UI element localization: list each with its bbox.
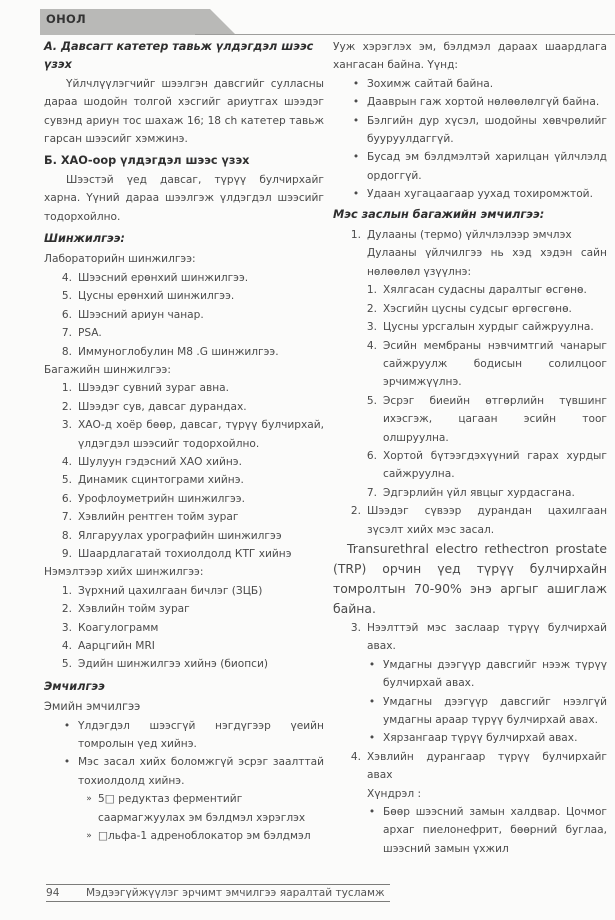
list-item: 4. Эсийн мембраны нэвчимтгий чанарыг сайжруулж бодисын солилцоог эрчимжүүлнэ. [366,339,607,389]
list-item: 2. Хэсгийн цусны судсыг өргөсгөнө. [366,302,572,315]
list-item: 8. Ялгаруулах урографийн шинжилгээ [61,529,282,542]
list-item: 7. Хэвлийн рентген тойм зураг [61,511,239,524]
list-item: 5. Эсрэг биеийн өтгөрлийн түвшинг ихэсгэж, цагаан эсийн тоог олшруулна. [366,394,607,444]
list-item: • Үлдэгдэл шээсгүй нэгдүгээр үеийн томролын үед хийнэ. [56,717,324,754]
list-item: 4. Шулуун гэдэсний ХАО хийнэ. [61,455,242,468]
list-item: 3. ХАО-д хоёр бөөр, давсаг, түрүү булчирхай, үлдэгдэл шээсийг тодорхойлно. [61,419,324,450]
bullet-icon: • [352,188,360,201]
list-item: • Даавры​н гаж хортой нөлөөлөлгүй байна. [345,93,607,111]
heading-surgical-treatment: Мэс заслын багажийн эмчилгээ: [333,207,545,221]
list-item: • Хярзангаар түрүү булчирхай авах. [361,729,607,747]
lab-list [44,269,324,361]
drug-therapy-label: Эмийн эмчилгээ [44,700,141,714]
list-item: • Умдагны дээгүүр давсгийг нээлгүй умдагны араар түрүү булчирхай авах. [361,693,607,730]
complication-list [333,803,607,858]
bullet-icon: • [63,719,71,732]
list-item: • Умдагны дээгүүр давсгийг нээж түрүү булчирхай авах. [361,656,607,693]
surgery-item-4-title: Хэвлийн дурангаар түрүү булчирхайг авах [367,750,607,782]
list-item: 7. Эдгэрлийн үйл явцыг хурдасгана. [366,486,575,499]
list-item: • Зохимж сайтай байна. [345,75,607,93]
double-chevron-icon: » [86,831,92,842]
header-rule [195,34,615,35]
bullet-icon: • [352,96,360,109]
list-item: 3. Коагулограмм [61,621,159,634]
list-item: 1. Зүрхний цахилгаан бичлэг (ЗЦБ) [61,584,263,597]
list-item: 7. PSA. [61,327,102,340]
list-item: • Удаан хугацаагаар уухад тохиромжтой. [345,185,607,203]
section-b-body: Шээстэй үед давсаг, түрүү булчирхайг харна. Үүний дараа шээлгэж үлдэгдэл шээсийг тодорхойлно. [44,173,324,223]
section-title: ОНОЛ [46,12,86,26]
bullet-icon: • [368,806,376,819]
instrumental-label: Багажийн шинжилгээ: [44,363,171,376]
complication-label: Хүндрэл : [367,787,422,800]
additional-label: Нэмэлтээр хийх шинжилгээ: [44,566,204,579]
bullet-icon: • [368,658,376,671]
list-item: 6. Урофлоуметрийн шинжилгээ. [61,492,245,505]
lab-label: Лабораторийн шинжилгээ: [44,253,196,266]
heading-section-b: Б. ХАО-оор үлдэгдэл шээс үзэх [44,154,250,168]
list-item: 9. Шаардлагатай тохиолдолд КТГ хийнэ [61,547,292,560]
surgery-item-1-desc: Дулааны үйлчилгээ нь хэд хэдэн сайн нөлөөлөл үзүүлнэ: [367,247,607,278]
surgery-item-3: 3. Нээлттэй мэс заслаар түрүү булчирхай авах. [350,621,607,653]
treatment-sub-bullets [44,790,324,845]
list-item: 1. Шээдэг сувний зураг авна. [61,382,230,395]
surgery-item-4: 4. Хэвлийн дурангаар түрүү булчирхайг авах Хүндрэл : [333,748,607,803]
section-a-body: Үйлчлүүлэгчийг шээлгэн давсгийг сулласны дараа шодойн толгой хэсгийг ариутгах шээдэг сувэнд ариун тос шахаж 16; 18 ch катетер тавьж гарсан шээсийг хэмжинэ. [44,77,324,146]
trp-paragraph: Transurethral electro rethectron prostate (TRP) орчин үед түрүү булчирхайн томролтын 70-90% энэ аргыг ашиглаж байна. [333,540,607,616]
list-item: 2. Хэвлийн тойм зураг [61,603,190,616]
heading-treatment: Эмчилгээ [44,679,105,693]
right-column [333,38,607,858]
bullet-icon: • [368,732,376,745]
list-item: 4. Аарцгийн MRI [61,640,155,652]
book-title: Мэдээгүйжүүлэг эрчимт эмчилгээ яаралтай тусламж [86,887,385,899]
list-item: 5. Цусны ерөнхий шинжилгээ. [61,290,235,303]
list-item: 3. Цусны урсгалын хурдыг сайжруулна. [366,321,594,334]
list-item: • Бусад эм бэлдмэлтэй харилцан үйлчлэлд ордоггүй. [345,148,607,185]
surgery-item-1: 1. Дулааны (термо) үйлчлэлээр эмчлэх Дулааны үйлчилгээ нь хэд хэдэн сайн нөлөөлөл үзүүлнэ: [333,226,607,281]
thermal-effects-list [333,281,607,502]
list-item: • Мэс засал хийх боломжгүй эсрэг заалттай тохиолдолд хийнэ. [56,753,324,790]
page-number: 94 [46,887,60,899]
list-item: 2. Шээдэг сув, давсаг дурандах. [61,400,247,413]
open-surgery-list [333,656,607,748]
list-item: 4. Шээсний ерөнхий шинжилгээ. [61,271,249,284]
drug-requirements-list [333,75,607,204]
list-item: » 5□ редуктаз ферментийг саармагжуулах эм бэлдмэл хэрэглэх [80,790,324,827]
list-item: 1. Хялгасан судасны даралтыг өсгөнө. [366,284,587,297]
additional-list [44,582,324,674]
bullet-icon: • [352,151,360,164]
treatment-bullets [44,717,324,791]
bullet-icon: • [352,114,360,127]
list-item: 5. Динамик сцинтограми хийнэ. [61,474,244,487]
heading-investigations: Шинжилгээ: [44,232,125,246]
surgery-item-1-title: Дулааны (термо) үйлчлэлээр эмчлэх [367,229,572,242]
footer-bottom-rule [46,901,390,902]
page-footer [46,884,390,902]
left-column [44,38,324,845]
bullet-icon: • [63,756,71,769]
list-item: » □льфа-1 адреноблокатор эм бэлдмэл [80,827,324,845]
surgery-item-2: 2. Шээдэг сүвээр дурандан цахилгаан зүсэлт хийх мэс засал. [350,505,607,536]
list-item: 6. Хортой бүтээгдэхүүний гарах хурдыг сайжруулна. [366,449,607,481]
bullet-icon: • [352,77,360,90]
heading-section-a: А. Давсагт катетер тавьж үлдэгдэл шээс үзэх [44,40,314,72]
instrumental-list [44,379,324,563]
double-chevron-icon: » [86,794,92,805]
drug-requirements-intro: Ууж хэрэглэх эм, бэлдмэл дараах шаардлага хангасан байна. Үүнд: [333,41,607,72]
list-item: • Бэлгийн дур хүсэл, шодойны хөвчрөлийг бууруулдаггүй. [345,112,607,149]
bullet-icon: • [368,695,376,708]
list-item: 8. Иммуноглобулин М8 .G шинжилгээ. [61,345,279,358]
list-item: 6. Шээсний ариун чанар. [61,308,204,321]
list-item: • Бөөр шээсний замын халдвар. Цочмог архаг пиелонефрит, бөөрний буглаа, шээсний замын үхжил [361,803,607,858]
list-item: 5. Эдийн шинжилгээ хийнэ (биопси) [61,658,268,671]
